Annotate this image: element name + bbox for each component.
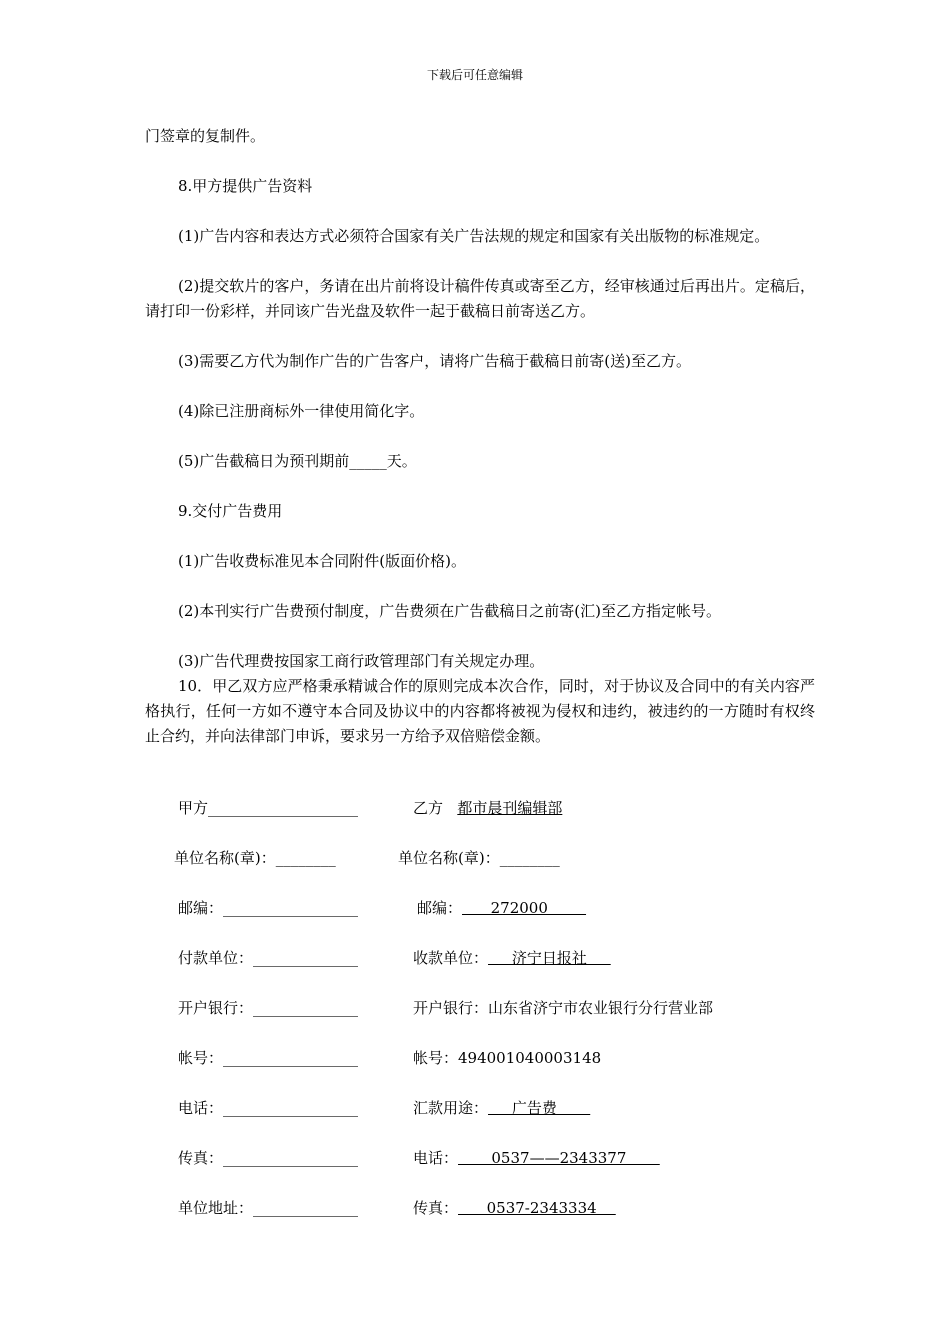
signature-row-fax-phone <box>145 1146 815 1171</box>
party-b-bank: 开户银行：山东省济宁市农业银行分行营业部 <box>413 999 714 1017</box>
clause-8-5: (5)广告截稿日为预刊期前_____天。 <box>178 452 417 470</box>
party-b-postcode <box>417 896 586 921</box>
party-b-phone <box>413 1146 660 1171</box>
contract-body <box>145 124 815 749</box>
party-a-fax: 传真：__________________ <box>178 1149 359 1167</box>
signature-row-address-fax <box>145 1196 815 1221</box>
party-a-unit-name: 单位名称(章)：________ <box>174 849 336 867</box>
clause-9-1: (1)广告收费标准见本合同附件(版面价格)。 <box>178 552 466 570</box>
clause-8-3: (3)需要乙方代为制作广告的广告客户，请将广告稿于截稿日前寄(送)至乙方。 <box>178 352 691 370</box>
party-b-remit-purpose <box>413 1096 590 1121</box>
signature-row-party <box>145 796 815 821</box>
party-b-fax <box>413 1196 616 1221</box>
party-b-phone-label: 电话： <box>413 1149 459 1167</box>
party-b-payee-value: 济宁日报社 <box>488 949 611 967</box>
signature-row-phone-purpose <box>145 1096 815 1121</box>
party-b-unit-name: 单位名称(章)：________ <box>398 849 560 867</box>
clause-8-4: (4)除已注册商标外一律使用简化字。 <box>178 402 425 420</box>
signature-row-bank <box>145 996 815 1021</box>
paragraph-continuation: 门签章的复制件。 <box>145 127 266 145</box>
party-b-payee-label: 收款单位： <box>413 949 489 967</box>
party-b-value: 都市晨刊编辑部 <box>457 799 563 817</box>
signature-row-account <box>145 1046 815 1071</box>
party-b-field <box>413 796 562 821</box>
signature-row-postcode <box>145 896 815 921</box>
party-b-account: 帐号：494001040003148 <box>413 1049 602 1067</box>
party-a-phone: 电话：__________________ <box>178 1099 359 1117</box>
party-a-account: 帐号：__________________ <box>178 1049 359 1067</box>
section-9-heading: 9.交付广告费用 <box>178 502 283 520</box>
section-8-heading: 8.甲方提供广告资料 <box>178 177 313 195</box>
clause-8-2: (2)提交软片的客户，务请在出片前将设计稿件传真或寄至乙方，经审核通过后再出片。定稿后，请打印一份彩样，并同该广告光盘及软件一起于截稿日前寄送乙方。 <box>145 277 815 320</box>
party-b-postcode-label: 邮编： <box>417 899 463 917</box>
party-b-payee <box>413 946 611 971</box>
page-header-note: 下载后可任意编辑 <box>426 68 523 82</box>
clause-9-3: (3)广告代理费按国家工商行政管理部门有关规定办理。 <box>178 652 545 670</box>
party-b-fax-label: 传真： <box>413 1199 459 1217</box>
party-b-label: 乙方 <box>413 799 458 817</box>
party-a-address: 单位地址：______________ <box>178 1199 359 1217</box>
party-b-phone-value: 0537——2343377 <box>458 1149 660 1167</box>
party-b-remit-purpose-label: 汇款用途： <box>413 1099 489 1117</box>
party-b-remit-purpose-value: 广告费 <box>488 1099 591 1117</box>
party-a-field: 甲方____________________ <box>178 799 359 817</box>
signature-row-payer <box>145 946 815 971</box>
party-b-fax-value: 0537-2343334 <box>458 1199 616 1217</box>
clause-8-1: (1)广告内容和表达方式必须符合国家有关广告法规的规定和国家有关出版物的标准规定。 <box>178 227 770 245</box>
party-a-payer: 付款单位：______________ <box>178 949 359 967</box>
party-a-postcode: 邮编：__________________ <box>178 899 359 917</box>
clause-10: 10．甲乙双方应严格秉承精诚合作的原则完成本次合作，同时，对于协议及合同中的有关内容严格执行，任何一方如不遵守本合同及协议中的内容都将被视为侵权和违约，被违约的一方随时有权终止合约，并向法律部门申诉，要求另一方给予双倍赔偿金额。 <box>145 677 815 745</box>
clause-9-2: (2)本刊实行广告费预付制度，广告费须在广告截稿日之前寄(汇)至乙方指定帐号。 <box>178 602 721 620</box>
signature-row-unit-name <box>145 846 815 871</box>
party-a-bank: 开户银行：______________ <box>178 999 359 1017</box>
party-b-postcode-value: 272000 <box>462 899 587 917</box>
